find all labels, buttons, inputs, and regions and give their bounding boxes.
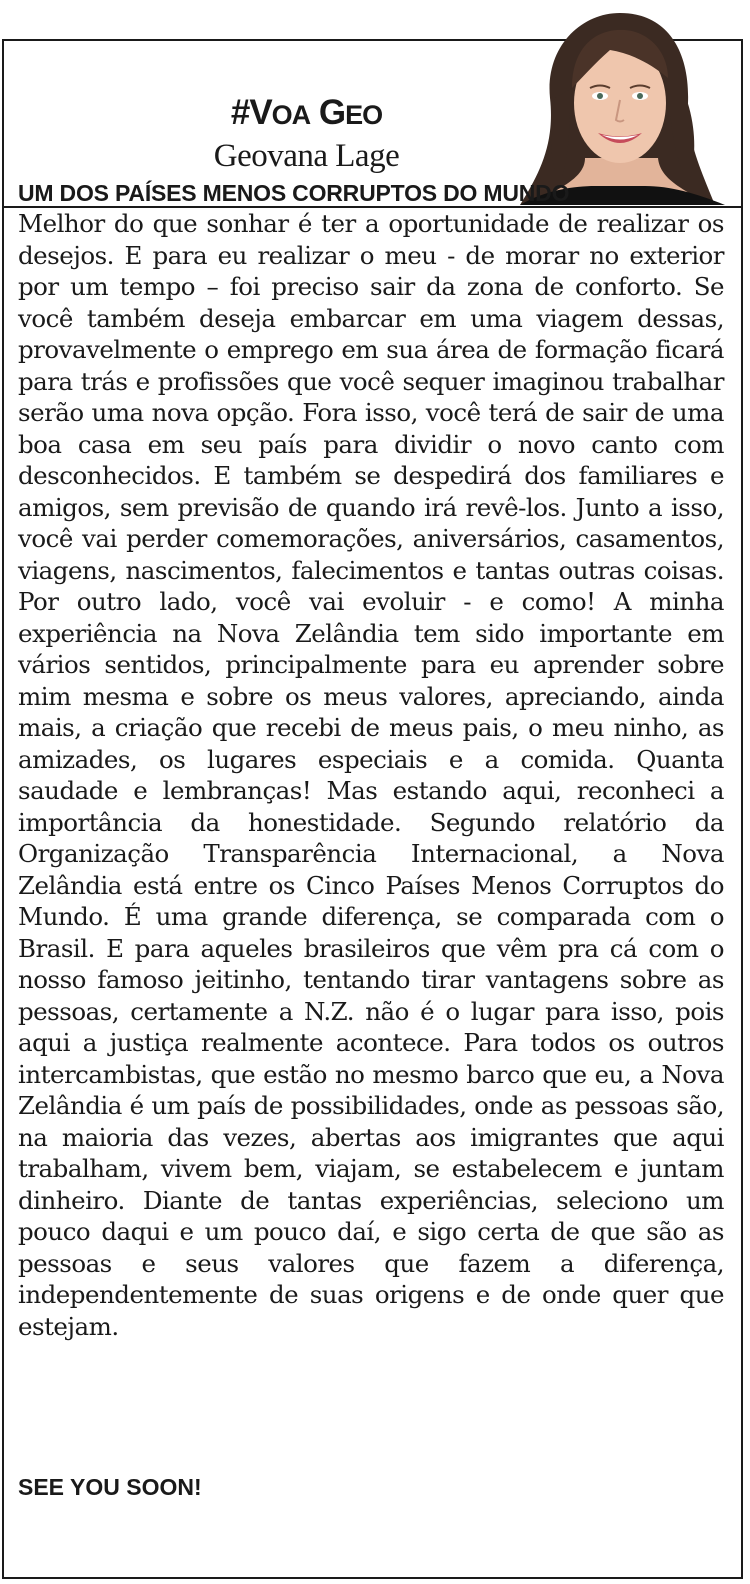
article (18, 178, 724, 1342)
author-name: Geovana Lage (213, 138, 400, 174)
column-name-part: EO (345, 100, 383, 130)
column-name-part: OA (271, 100, 311, 130)
column-name-part: #V (230, 93, 272, 132)
author-portrait (500, 8, 740, 205)
article-signoff: SEE YOU SOON! (18, 1474, 202, 1500)
article-body: Melhor do que sonhar é ter a oportunidade de realizar os desejos. E para eu realizar o meu - de morar no exterior por um tempo – foi preciso sair da zona de conforto. Se você também deseja embarcar em uma viagem dessas, provavelmente o emprego em sua área de formação ficará para trás e profissões que você sequer imaginou trabalhar serão uma nova opção. Fora isso, você terá de sair de uma boa casa em seu país para dividir o novo canto com desconhecidos. E também se despedirá dos familiares e amigos, sem previsão de quando irá revê-los. Junto a isso, você vai perder comemorações, aniversários, casamentos, viagens, nascimentos, falecimentos e tantas outras coisas. Por outro lado, você vai evoluir - e como! A minha experiência na Nova Zelândia tem sido importante em vários sentidos, principalmente para eu aprender sobre mim mesma e sobre os meus valores, apreciando, ainda mais, a criação que recebi de meus pais, o meu ninho, as amizades, os lugares especiais e a comida. Quanta saudade e lembranças! Mas estando aqui, reconheci a importância da honestidade. Segundo relatório da Organização Transparência Internacional, a Nova Zelândia está entre os Cinco Países Menos Corruptos do Mundo. É uma grande diferença, se comparada com o Brasil. E para aqueles brasileiros que vêm pra cá com o nosso famoso jeitinho, tentando tirar vantagens sobre as pessoas, certamente a N.Z. não é o lugar para isso, pois aqui a justiça realmente acontece. Para todos os outros intercambistas, que estão no mesmo barco que eu, a Nova Zelândia é um país de possibilidades, onde as pessoas são, na maioria das vezes, abertas aos imigrantes que aqui trabalham, vivem bem, viajam, se estabelecem e juntam dinheiro. Diante de tantas experiências, seleciono um pouco daqui e um pouco daí, e sigo certa de que são as pessoas e seus valores que fazem a diferença, independentemente de suas origens e de onde quer que estejam. (18, 209, 724, 1341)
author-portrait-illustration (500, 8, 740, 205)
column-name-part: G (310, 93, 346, 132)
article-headline: UM DOS PAÍSES MENOS CORRUPTOS DO MUNDO (18, 180, 570, 206)
